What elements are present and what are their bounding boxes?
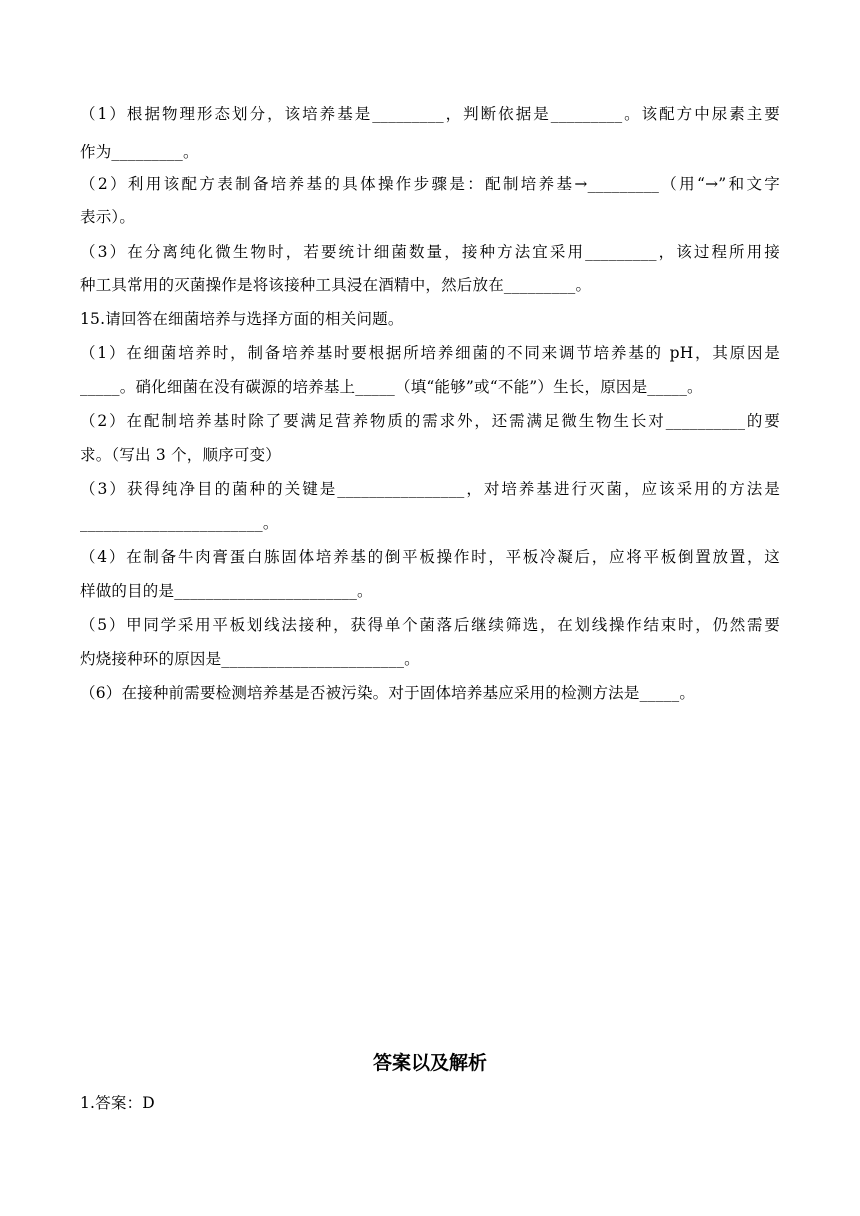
answer-1: 1.答案：D (80, 1094, 155, 1112)
answers-heading: 答案以及解析 (372, 1052, 487, 1074)
q15-part1-line2: _____。硝化细菌在没有碳源的培养基上_____（填“能够”或“不能”）生长，原因是_____。 (80, 378, 703, 396)
q15-part6-line1: （6）在接种前需要检测培养基是否被污染。对于固体培养基应采用的检测方法是_____。 (80, 684, 696, 702)
q15-part2-line2: 求。（写出 3 个，顺序可变） (80, 446, 281, 464)
q14-part2-line1: （2）利用该配方表制备培养基的具体操作步骤是：配制培养基→_________（用“→”和文字 (80, 175, 780, 193)
q15-part3-line1: （3）获得纯净目的菌种的关键是________________，对培养基进行灭菌，应该采用的方法是 (80, 480, 780, 498)
q15-part5-line1: （5）甲同学采用平板划线法接种，获得单个菌落后继续筛选，在划线操作结束时，仍然需要 (80, 616, 780, 634)
q14-part1-line1: （1）根据物理形态划分，该培养基是_________，判断依据是_________。该配方中尿素主要 (80, 105, 780, 123)
q15-part3-line2: _______________________。 (80, 514, 279, 532)
q15-part5-line2: 灼烧接种环的原因是_______________________。 (80, 650, 420, 668)
q15-part1-line1: （1）在细菌培养时，制备培养基时要根据所培养细菌的不同来调节培养基的 pH，其原因是 (80, 344, 780, 362)
q15-part4-line1: （4）在制备牛肉膏蛋白胨固体培养基的倒平板操作时，平板冷凝后，应将平板倒置放置，这 (80, 548, 780, 566)
q14-part3-line1: （3）在分离纯化微生物时，若要统计细菌数量，接种方法宜采用_________，该过程所用接 (80, 243, 780, 261)
q15-stem: 15.请回答在细菌培养与选择方面的相关问题。 (80, 310, 404, 328)
q15-part2-line1: （2）在配制培养基时除了要满足营养物质的需求外，还需满足微生物生长对__________的要 (80, 412, 780, 430)
q14-part1-line2: 作为_________。 (80, 143, 199, 161)
q14-part2-line2: 表示）。 (80, 208, 136, 226)
q14-part3-line2: 种工具常用的灭菌操作是将该接种工具浸在酒精中，然后放在_________。 (80, 276, 592, 294)
q15-part4-line2: 样做的目的是_______________________。 (80, 582, 373, 600)
